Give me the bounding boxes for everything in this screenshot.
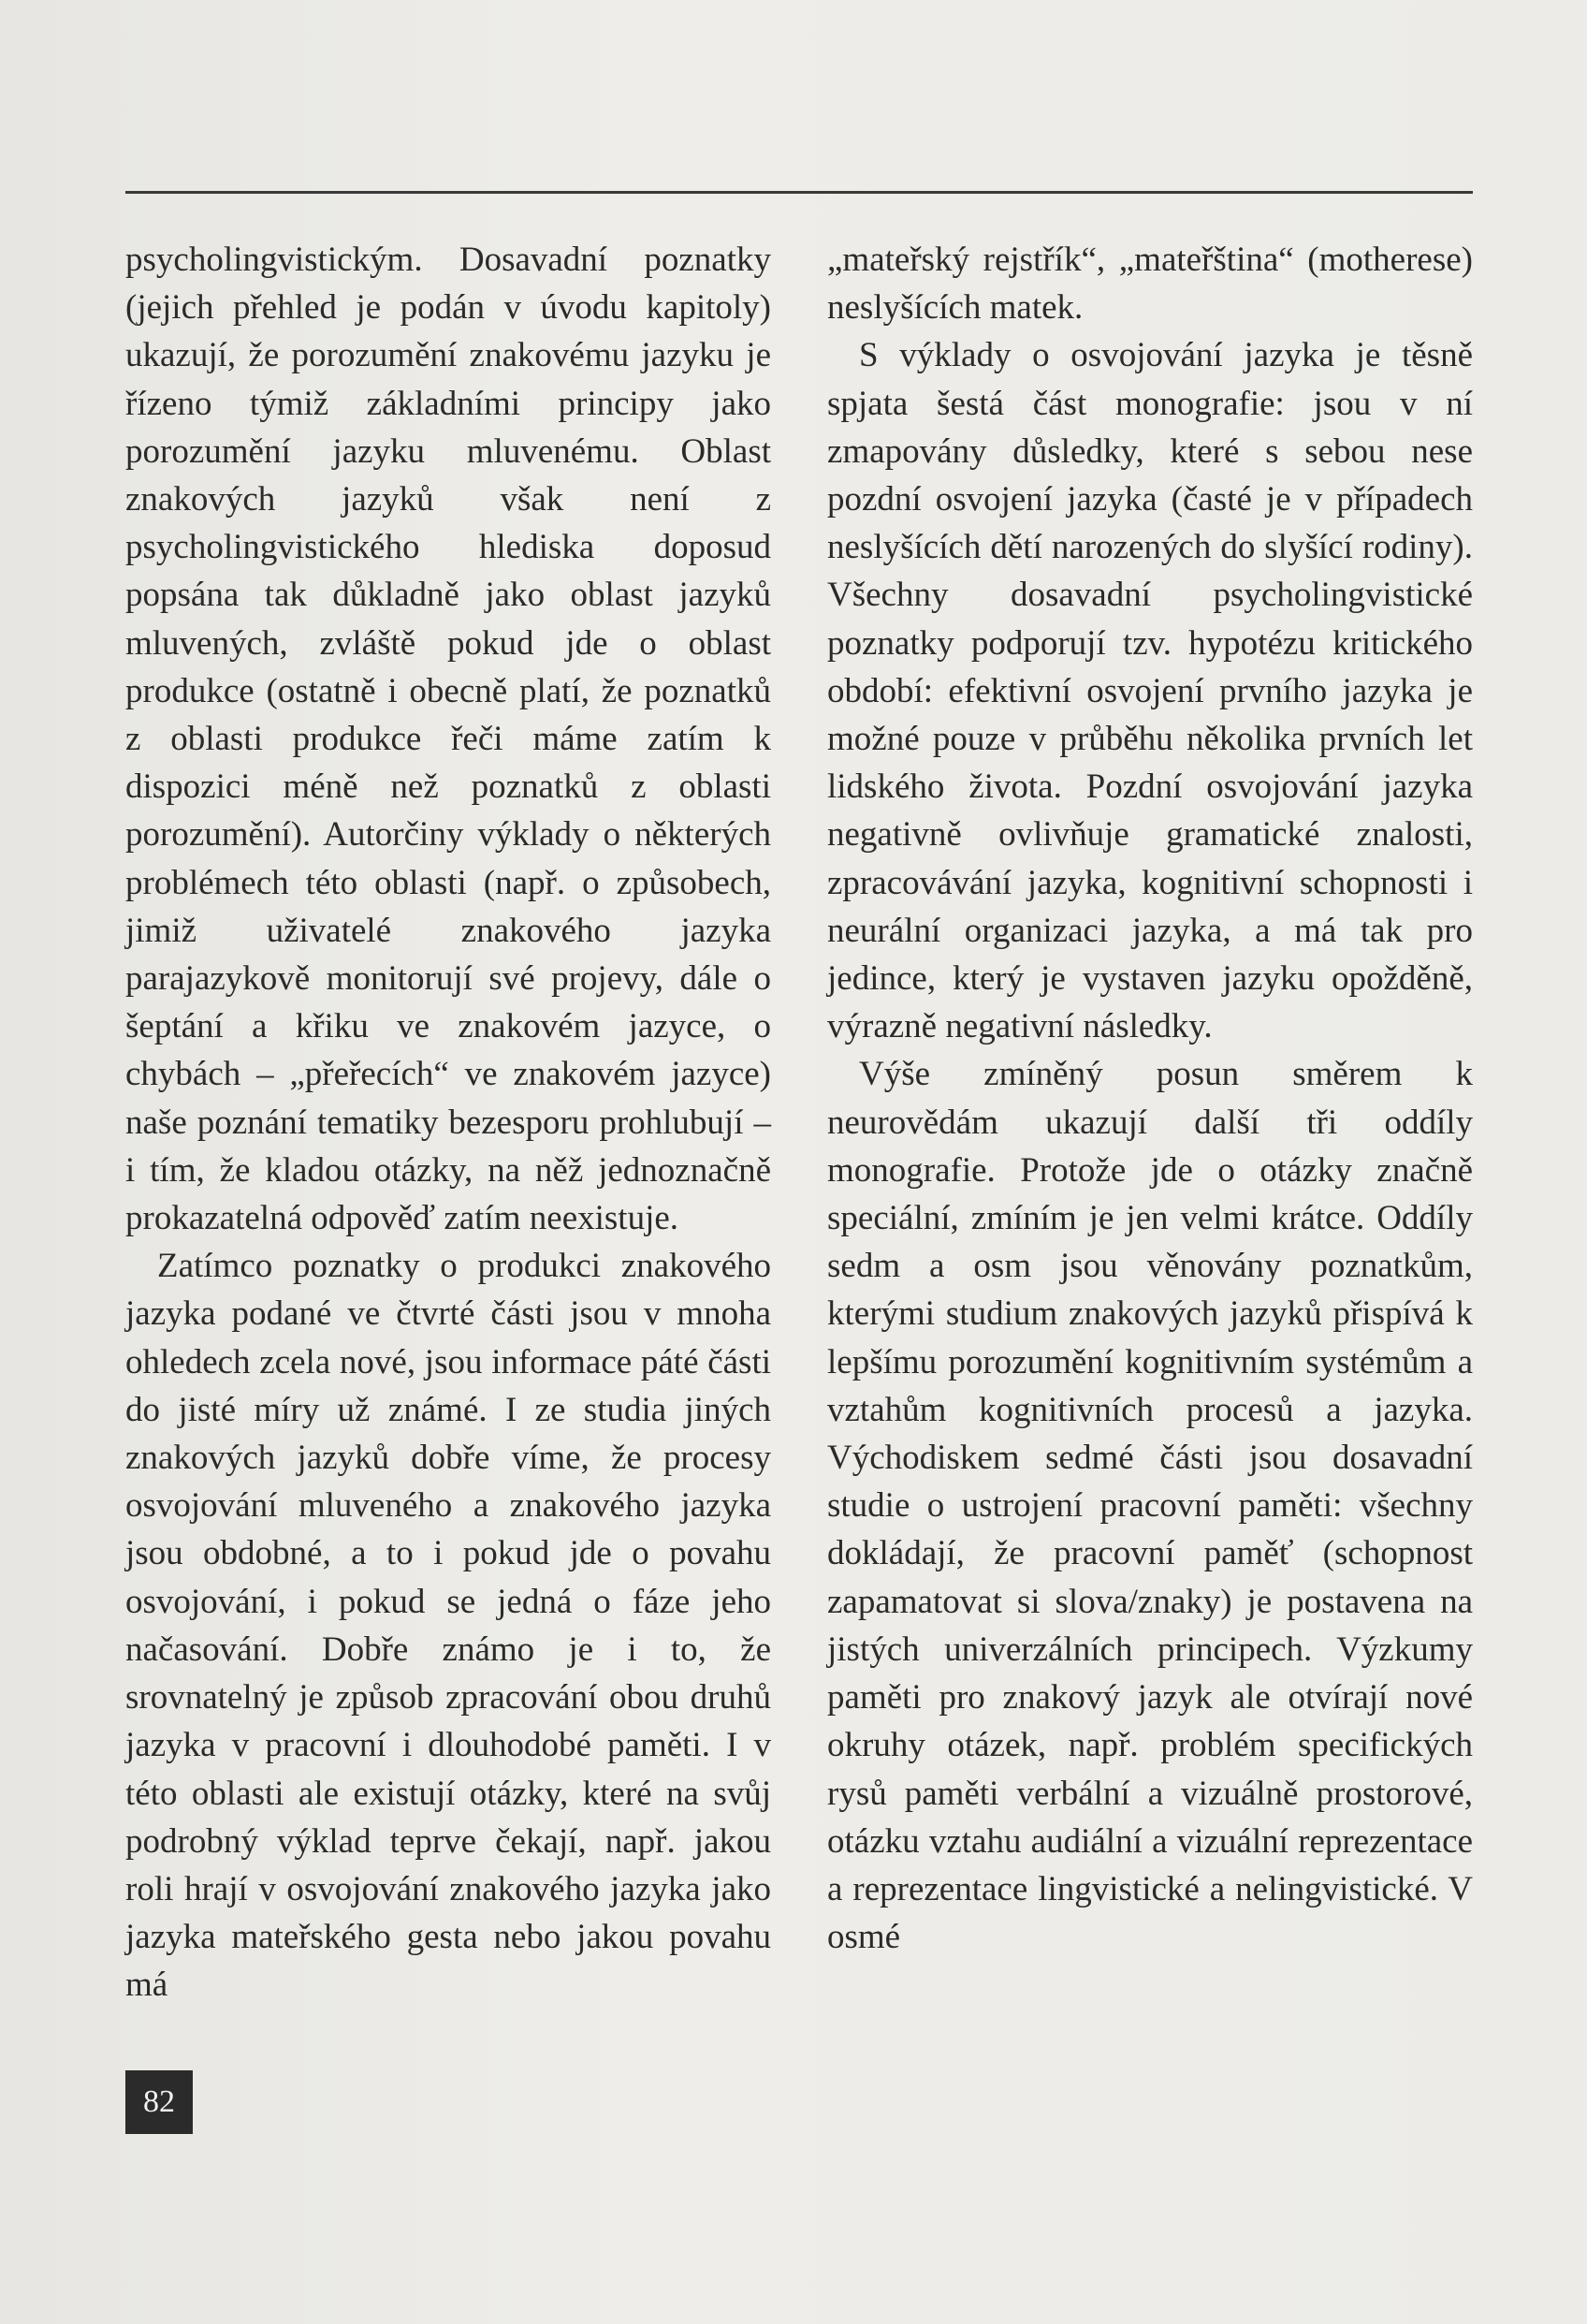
paragraph: psycholingvistickým. Dosavadní poznatky (jejich přehled je podán v úvodu kapitoly) ukazují, že porozumění znakovému jazyku je řízeno týmiž základními principy jako porozumění jazyku mluvenému. Oblast znakových jazyků však není z psycholingvistického hlediska doposud popsána tak důkladně jako oblast jazyků mluvených, zvláště pokud jde o oblast produkce (ostatně i obecně platí, že poznatků z oblasti produkce řeči máme zatím k dispozici méně než poznatků z oblasti porozumění). Autorčiny výklady o některých problémech této oblasti (např. o způsobech, jimiž uživatelé znakového jazyka parajazykově monitorují své projevy, dále o šeptání a křiku ve znakovém jazyce, o chybách – „přeřecích“ ve znakovém jazyce) naše poznání tematiky bezesporu prohlubují – i tím, že kladou otázky, na něž jednoznačně prokazatelná odpověď zatím neexistuje. bbox=[125, 241, 771, 1238]
paragraph: Zatímco poznatky o produkci znakového jazyka podané ve čtvrté části jsou v mnoha ohledech zcela nové, jsou informace páté části do jisté míry už známé. I ze studia jiných znakových jazyků dobře víme, že procesy osvojování mluveného a znakového jazyka jsou obdobné, a to i pokud jde o povahu osvojování, i pokud se jedná o fáze jeho načasování. Dobře známo je i to, že srovnatelný je způsob zpracování obou druhů jazyka v pracovní i dlouhodobé paměti. I v této oblasti ale existují otázky, které na svůj podrobný výklad teprve čekají, např. jakou roli hrají v osvojování znakového jazyka jako jazyka mateřského gesta nebo jakou povahu má bbox=[125, 1247, 771, 2005]
left-text-column bbox=[125, 236, 771, 2010]
header-rule bbox=[125, 191, 1473, 194]
page-number: 82 bbox=[125, 2070, 193, 2134]
paragraph: Výše zmíněný posun směrem k neurovědám ukazují další tři oddíly monografie. Protože jde o otázky značně speciální, zmíním je jen velmi krátce. Oddíly sedm a osm jsou věnovány poznatkům, kterými studium znakových jazyků přispívá k lepšímu porozumění kognitivním systémům a vztahům kognitivních procesů a jazyka. Východiskem sedmé části jsou dosavadní studie o ustrojení pracovní paměti: všechny dokládají, že pracovní paměť (schopnost zapamatovat si slova/znaky) je postavena na jistých univerzálních principech. Výzkumy paměti pro znakový jazyk ale otvírají nové okruhy otázek, např. problém specifických rysů paměti verbální a vizuálně prostorové, otázku vztahu audiální a vizuální reprezentace a reprezentace lingvistické a nelingvistické. V osmé bbox=[827, 1055, 1473, 1957]
right-text-column bbox=[827, 236, 1473, 1961]
paragraph: S výklady o osvojování jazyka je těsně spjata šestá část monografie: jsou v ní zmapovány důsledky, které s sebou nese pozdní osvojení jazyka (časté je v případech neslyšících dětí narozených do slyšící rodiny). Všechny dosavadní psycholingvistické poznatky podporují tzv. hypotézu kritického období: efektivní osvojení prvního jazyka je možné pouze v průběhu několika prvních let lidského života. Pozdní osvojování jazyka negativně ovlivňuje gramatické znalosti, zpracovávání jazyka, kognitivní schopnosti i neurální organizaci jazyka, a má tak pro jedince, který je vystaven jazyku opožděně, výrazně negativní následky. bbox=[827, 336, 1473, 1046]
paragraph: „mateřský rejstřík“, „mateřština“ (motherese) neslyšících matek. bbox=[827, 241, 1473, 328]
